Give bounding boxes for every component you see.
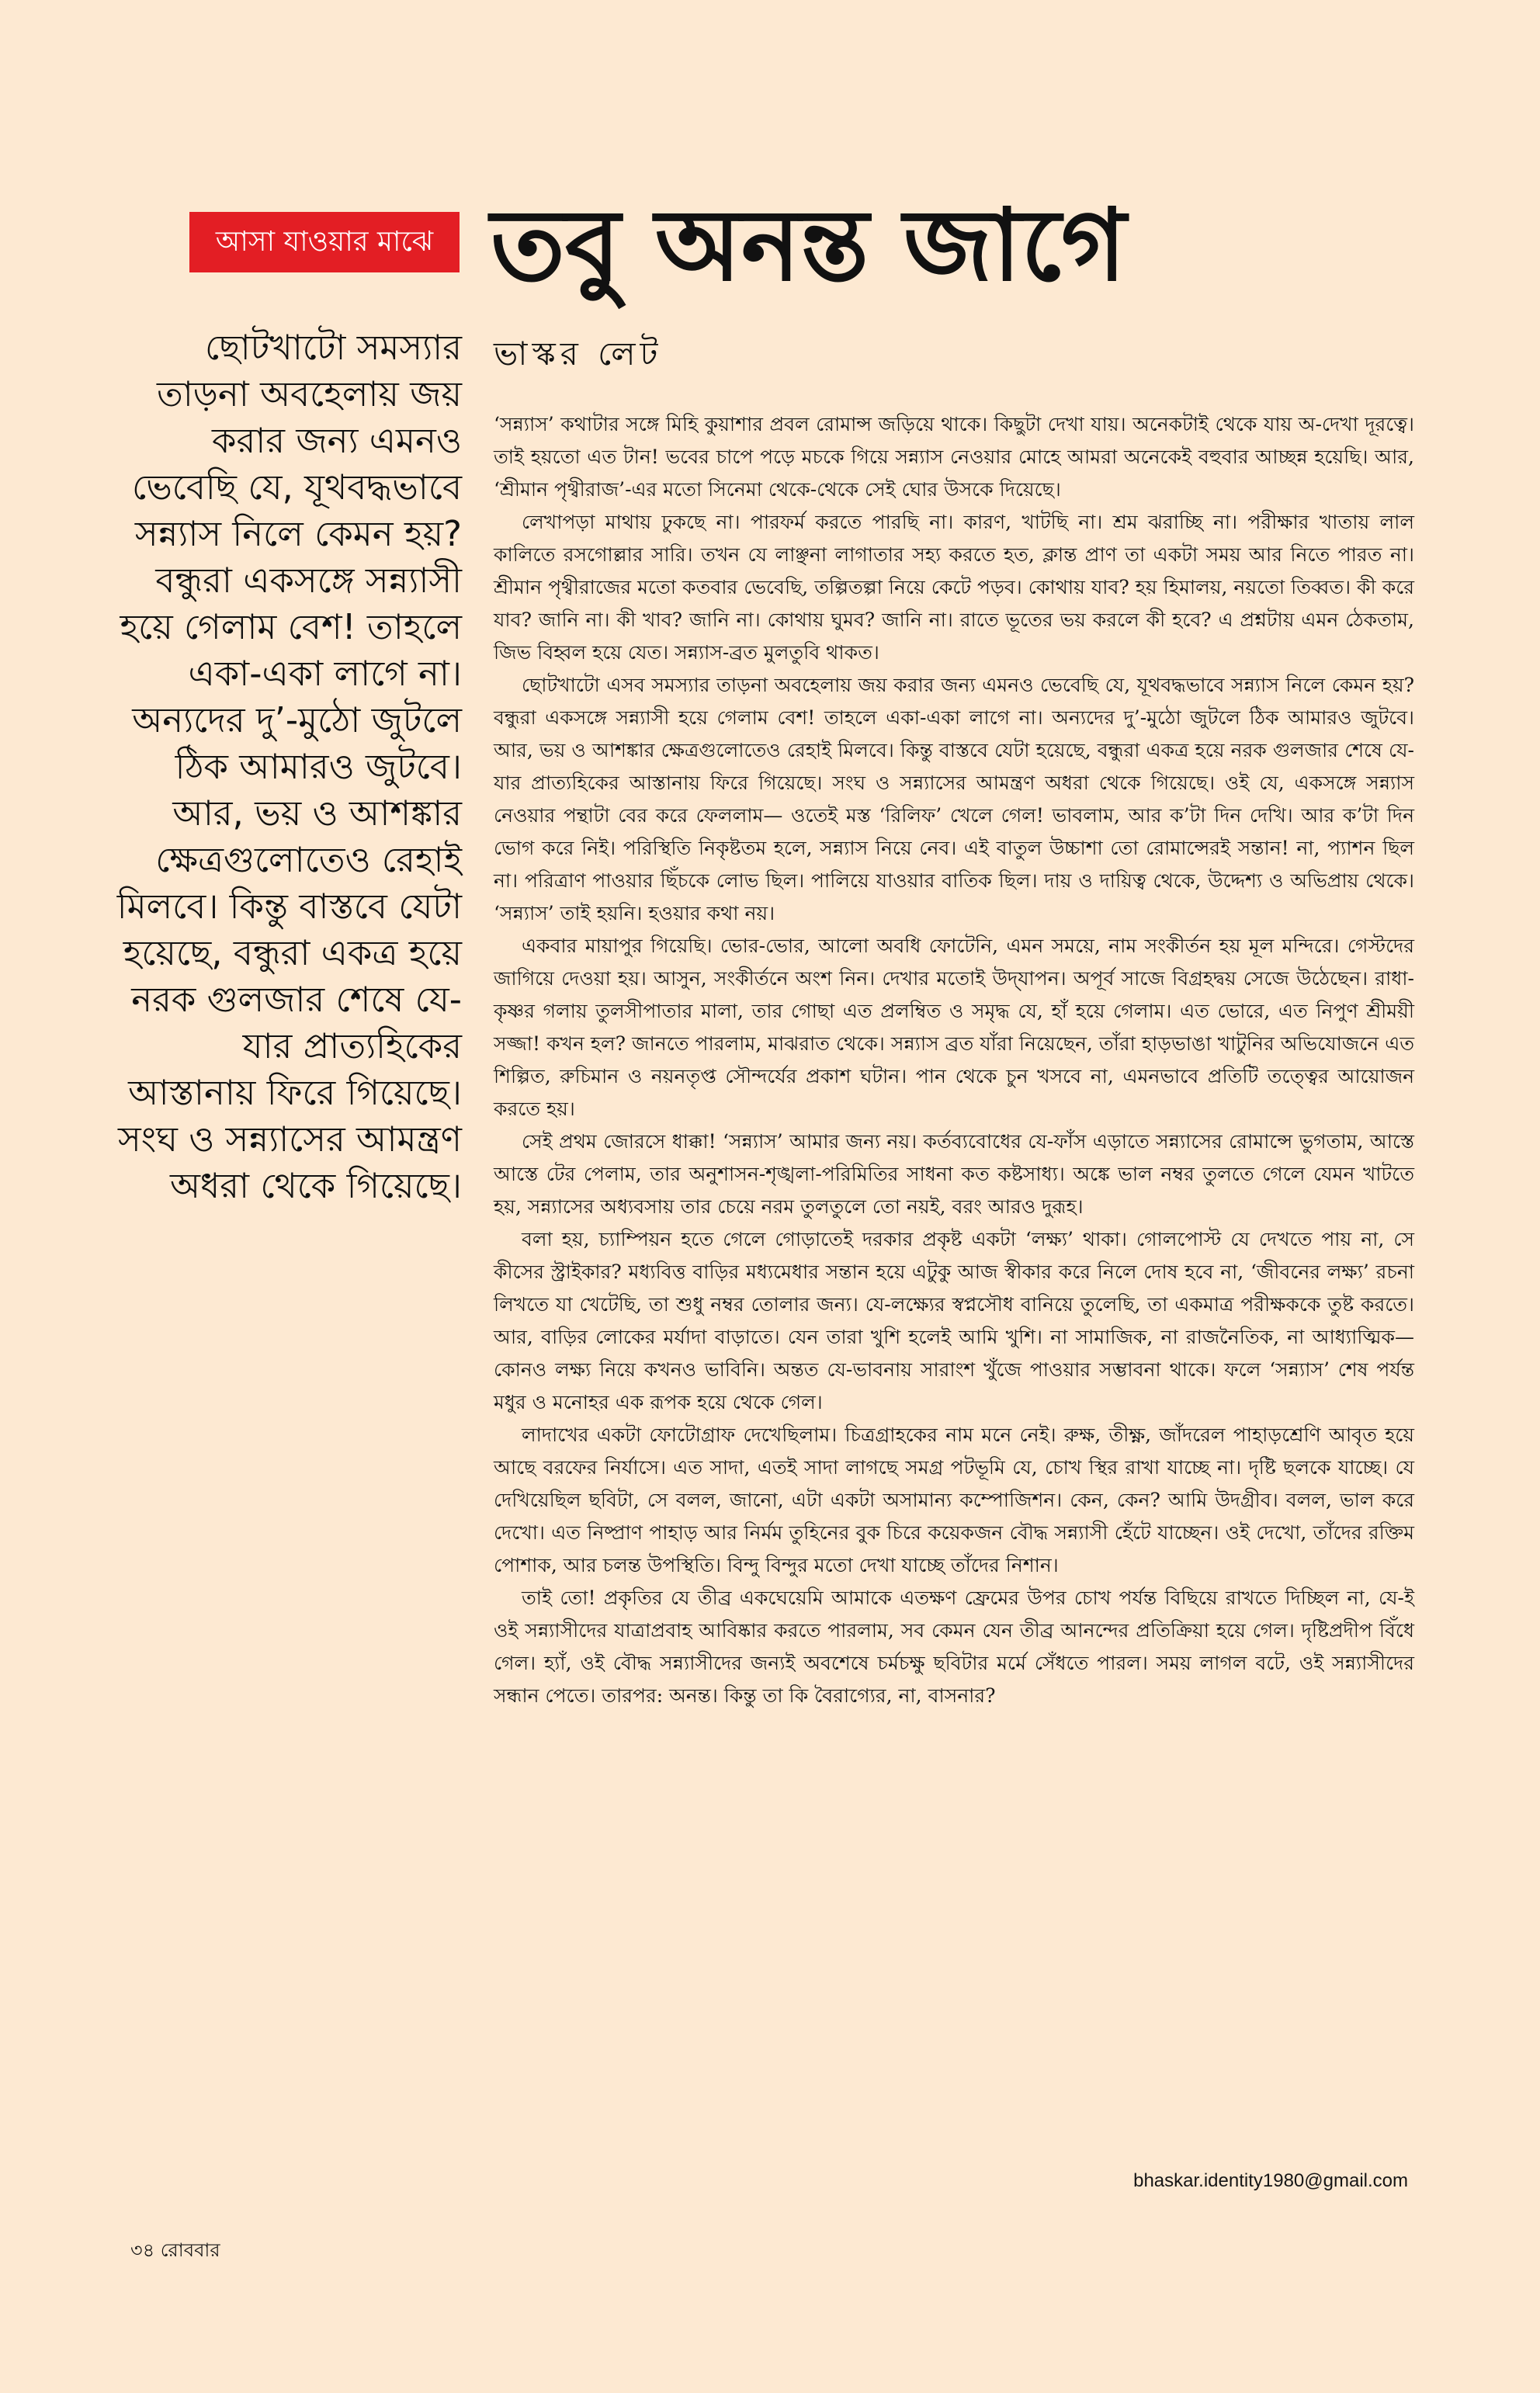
pull-quote: ছোটখাটো সমস্যার তাড়না অবহেলায় জয় করার জন্য এমনও ভেবেছি যে, যূথবদ্ধভাবে সন্ন্যাস নিলে কেমন হয়? বন্ধুরা একসঙ্গে সন্ন্যাসী হয়ে গেলাম বেশ! তাহলে একা-একা লাগে না। অন্যদের দু’-মুঠো জুটলে ঠিক আমারও জুটবে। আর, ভয় ও আশঙ্কার ক্ষেত্রগুলোতেও রেহাই মিলবে। কিন্তু বাস্তবে যেটা হয়েছে, বন্ধুরা একত্র হয়ে নরক গুলজার শেষে যে-যার প্রাত্যহিকের আস্তানায় ফিরে গিয়েছে। সংঘ ও সন্ন্যাসের আমন্ত্রণ অধরা থেকে গিয়েছে। [116,327,462,1206]
section-tag: আসা যাওয়ার মাঝে [189,212,460,272]
author-email: bhaskar.identity1980@gmail.com [1133,2170,1408,2191]
author-byline: ভাস্কর লেট [494,335,663,373]
article-paragraph: তাই তো! প্রকৃতির যে তীব্র একঘেয়েমি আমাকে এতক্ষণ ফ্রেমের উপর চোখ পর্যন্ত বিছিয়ে রাখতে দিচ্ছিল না, যে-ই ওই সন্ন্যাসীদের যাত্রাপ্রবাহ আবিষ্কার করতে পারলাম, সব কেমন যেন তীব্র আনন্দের প্রতিক্রিয়া হয়ে গেল। দৃষ্টিপ্রদীপ বিঁধে গেল। হ্যাঁ, ওই বৌদ্ধ সন্ন্যাসীদের জন্যই অবশেষে চর্মচক্ষু ছবিটার মর্মে সেঁধতে পারল। সময় লাগল বটে, ওই সন্ন্যাসীদের সন্ধান পেতে। তারপর: অনন্ত। কিন্তু তা কি বৈরাগ্যের, না, বাসনার? [494,1587,1414,1707]
article-headline: তবু অনন্ত জাগে [491,188,1126,303]
article-paragraph: ছোটখাটো এসব সমস্যার তাড়না অবহেলায় জয় করার জন্য এমনও ভেবেছি যে, যূথবদ্ধভাবে সন্ন্যাস নিলে কেমন হয়? বন্ধুরা একসঙ্গে সন্ন্যাসী হয়ে গেলাম বেশ! তাহলে একা-একা লাগে না। অন্যদের দু’-মুঠো জুটলে ঠিক আমারও জুটবে। আর, ভয় ও আশঙ্কার ক্ষেত্রগুলোতেও রেহাই মিলবে। কিন্তু বাস্তবে যেটা হয়েছে, বন্ধুরা একত্র হয়ে নরক গুলজার শেষে যে-যার প্রাত্যহিকের আস্তানায় ফিরে গিয়েছে। সংঘ ও সন্ন্যাসের আমন্ত্রণ অধরা থেকে গিয়েছে। ওই যে, একসঙ্গে সন্ন্যাস নেওয়ার পন্থাটা বের করে ফেললাম— ওতেই মস্ত ‘রিলিফ’ খেলে গেল! ভাবলাম, আর ক’টা দিন দেখি। আর ক’টা দিন ভোগ করে নিই। পরিস্থিতি নিকৃষ্টতম হলে, সন্ন্যাস নিয়ে নেব। এই বাতুল উচ্চাশা তো রোমান্সেরই সন্তান! না, প্যাশন ছিল না। পরিত্রাণ পাওয়ার ছিঁচকে লোভ ছিল। পালিয়ে যাওয়ার বাতিক ছিল। দায় ও দায়িত্ব থেকে, উদ্দেশ্য ও অভিপ্রায় থেকে। ‘সন্ন্যাস’ তাই হয়নি। হওয়ার কথা নয়। [494,674,1414,924]
page-folio: ৩৪ রোববার [130,2239,220,2261]
article-paragraph: ‘সন্ন্যাস’ কথাটার সঙ্গে মিহি কুয়াশার প্রবল রোমান্স জড়িয়ে থাকে। কিছুটা দেখা যায়। অনেকটাই থেকে যায় অ-দেখা দূরত্বে। তাই হয়তো এত টান! ভবের চাপে পড়ে মচকে গিয়ে সন্ন্যাস নেওয়ার মোহে আমরা অনেকেই বহুবার আচ্ছন্ন হয়েছি। আর, ‘শ্রীমান পৃথ্বীরাজ’-এর মতো সিনেমা থেকে-থেকে সেই ঘোর উসকে দিয়েছে। [494,413,1414,501]
article-paragraph: লেখাপড়া মাথায় ঢুকছে না। পারফর্ম করতে পারছি না। কারণ, খাটছি না। শ্রম ঝরাচ্ছি না। পরীক্ষার খাতায় লাল কালিতে রসগোল্লার সারি। তখন যে লাঞ্ছনা লাগাতার সহ্য করতে হত, ক্লান্ত প্রাণ তা একটা সময় আর নিতে পারত না। শ্রীমান পৃথ্বীরাজের মতো কতবার ভেবেছি, তল্পিতল্পা নিয়ে কেটে পড়ব। কোথায় যাব? হয় হিমালয়, নয়তো তিব্বত। কী করে যাব? জানি না। কী খাব? জানি না। কোথায় ঘুমব? জানি না। রাতে ভূতের ভয় করলে কী হবে? এ প্রশ্নটায় এমন ঠেকতাম, জিভ বিহ্বল হয়ে যেত। সন্ন্যাস-ব্রত মুলতুবি থাকত। [494,511,1414,664]
article-paragraph: লাদাখের একটা ফোটোগ্রাফ দেখেছিলাম। চিত্রগ্রাহকের নাম মনে নেই। রুক্ষ, তীক্ষ্ণ, জাঁদরেল পাহাড়শ্রেণি আবৃত হয়ে আছে বরফের নির্যাসে। এত সাদা, এতই সাদা লাগছে সমগ্র পটভূমি যে, চোখ স্থির রাখা যাচ্ছে না। দৃষ্টি ছলকে যাচ্ছে। যে দেখিয়েছিল ছবিটা, সে বলল, জানো, এটা একটা অসামান্য কম্পোজিশন। কেন, কেন? আমি উদগ্রীব। বলল, ভাল করে দেখো। এত নিষ্প্রাণ পাহাড় আর নির্মম তুহিনের বুক চিরে কয়েকজন বৌদ্ধ সন্ন্যাসী হেঁটে যাচ্ছেন। ওই দেখো, তাঁদের রক্তিম পোশাক, আর চলন্ত উপস্থিতি। বিন্দু বিন্দুর মতো দেখা যাচ্ছে তাঁদের নিশান। [494,1424,1414,1576]
article-paragraph: বলা হয়, চ্যাম্পিয়ন হতে গেলে গোড়াতেই দরকার প্রকৃষ্ট একটা ‘লক্ষ্য’ থাকা। গোলপোস্ট যে দেখতে পায় না, সে কীসের স্ট্রাইকার? মধ্যবিত্ত বাড়ির মধ্যমেধার সন্তান হয়ে এটুকু আজ স্বীকার করে নিলে দোষ হবে না, ‘জীবনের লক্ষ্য’ রচনা লিখতে যা খেটেছি, তা শুধু নম্বর তোলার জন্য। যে-লক্ষ্যের স্বপ্নসৌধ বানিয়ে তুলেছি, তা একমাত্র পরীক্ষককে তুষ্ট করতে। আর, বাড়ির লোকের মর্যাদা বাড়াতে। যেন তারা খুশি হলেই আমি খুশি। না সামাজিক, না রাজনৈতিক, না আধ্যাত্মিক— কোনও লক্ষ্য নিয়ে কখনও ভাবিনি। অন্তত যে-ভাবনায় সারাংশ খুঁজে পাওয়ার সম্ভাবনা থাকে। ফলে ‘সন্ন্যাস’ শেষ পর্যন্ত মধুর ও মনোহর এক রূপক হয়ে থেকে গেল। [494,1228,1414,1413]
article-body [494,408,1414,1712]
article-paragraph: সেই প্রথম জোরসে ধাক্কা! ‘সন্ন্যাস’ আমার জন্য নয়। কর্তব্যবোধের যে-ফাঁস এড়াতে সন্ন্যাসের রোমান্সে ভুগতাম, আস্তে আস্তে টের পেলাম, তার অনুশাসন-শৃঙ্খলা-পরিমিতির সাধনা কত কষ্টসাধ্য। অঙ্কে ভাল নম্বর তুলতে গেলে যেমন খাটতে হয়, সন্ন্যাসের অধ্যবসায় তার চেয়ে নরম তুলতুলে তো নয়ই, বরং আরও দুরূহ। [494,1130,1414,1218]
article-paragraph: একবার মায়াপুর গিয়েছি। ভোর-ভোর, আলো অবধি ফোটেনি, এমন সময়ে, নাম সংকীর্তন হয় মূল মন্দিরে। গেস্টদের জাগিয়ে দেওয়া হয়। আসুন, সংকীর্তনে অংশ নিন। দেখার মতোই উদ্‌যাপন। অপূর্ব সাজে বিগ্রহদ্বয় সেজে উঠেছেন। রাধা-কৃষ্ণর গলায় তুলসীপাতার মালা, তার গোছা এত প্রলম্বিত ও সমৃদ্ধ যে, হাঁ হয়ে গেলাম। এত ভোরে, এত নিপুণ শ্রীময়ী সজ্জা! কখন হল? জানতে পারলাম, মাঝরাত থেকে। সন্ন্যাস ব্রত যাঁরা নিয়েছেন, তাঁরা হাড়ভাঙা খাটুনির অভিযোজনে এত শিল্পিত, রুচিমান ও নয়নতৃপ্ত সৌন্দর্যের প্রকাশ ঘটান। পান থেকে চুন খসবে না, এমনভাবে প্রতিটি তত্ত্বের আয়োজন করতে হয়। [494,935,1414,1120]
